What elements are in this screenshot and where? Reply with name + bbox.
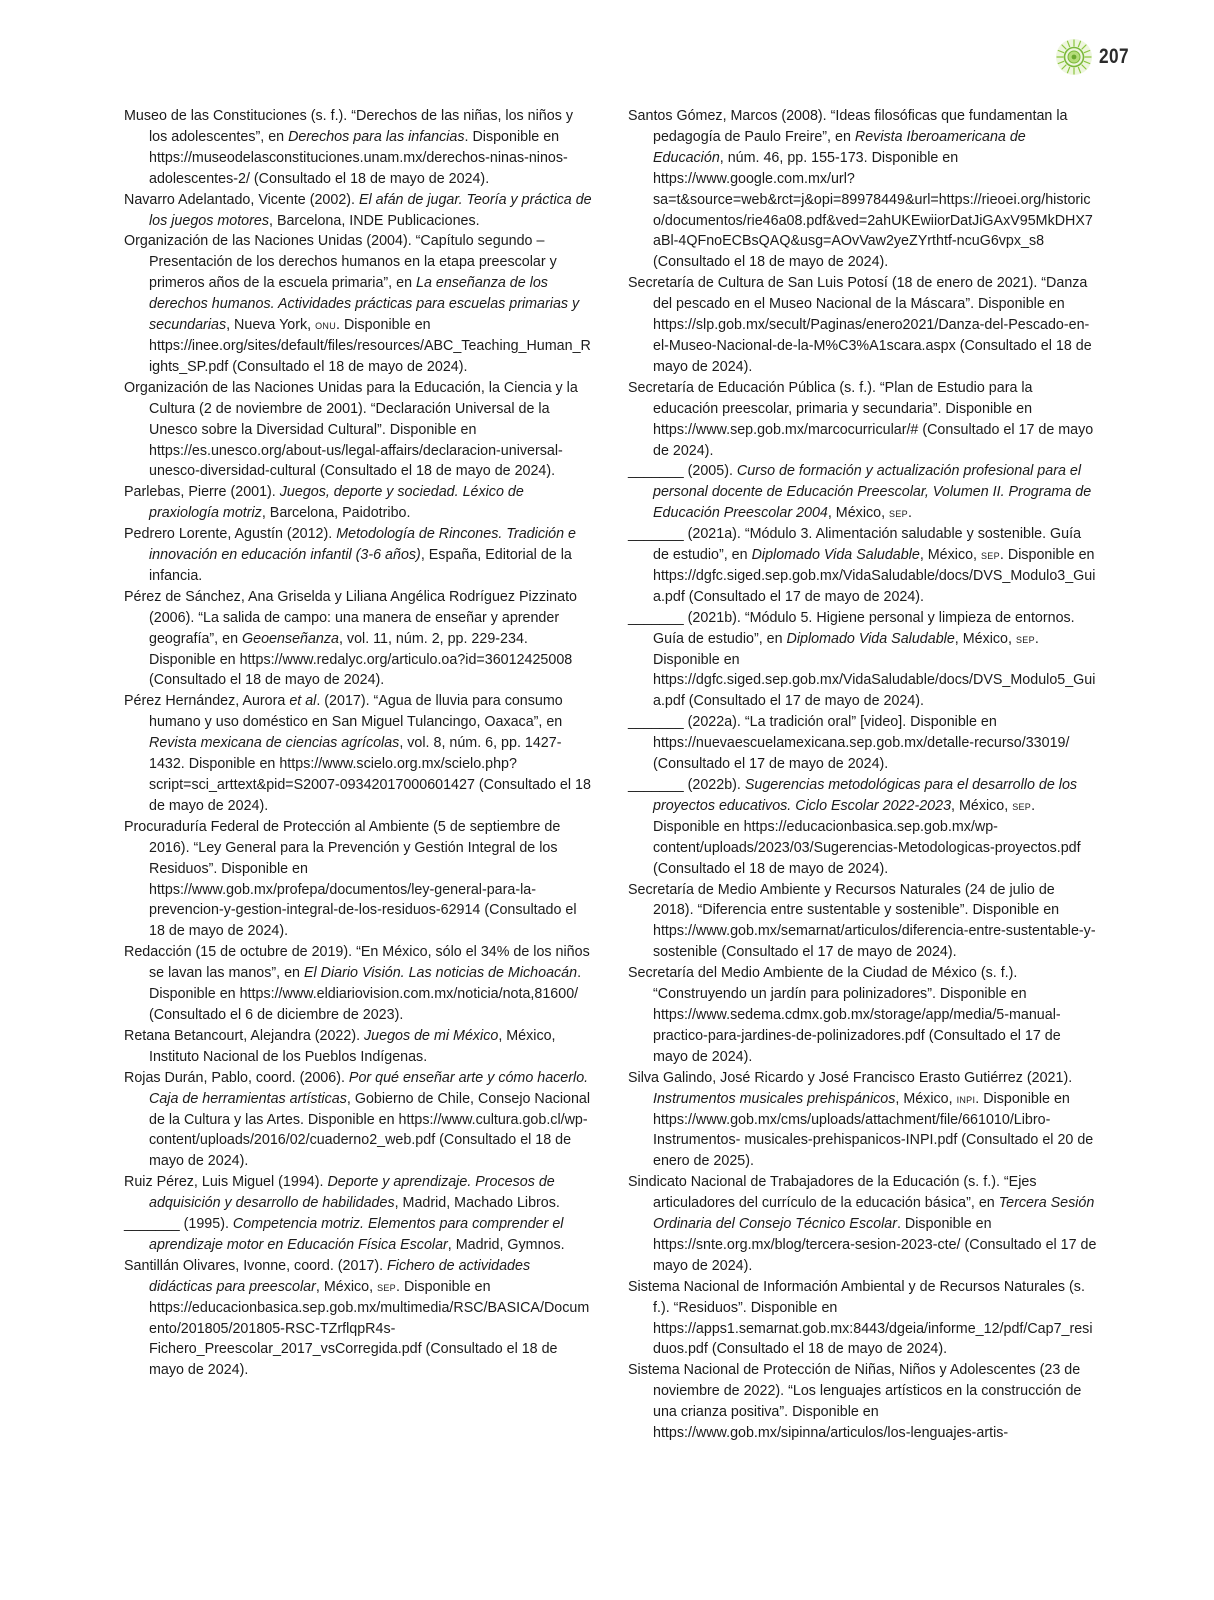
reference-title-italic: Derechos para las infancias bbox=[288, 128, 465, 145]
reference-title-italic: El Diario Visión. Las noticias de Michoacán bbox=[303, 965, 578, 982]
reference-text: Retana Betancourt, Alejandra (2022). bbox=[124, 1027, 365, 1044]
reference-acronym: sep bbox=[889, 506, 908, 521]
reference-text: , Barcelona, Paidotribo. bbox=[261, 505, 411, 522]
reference-title-italic: Curso de formación y actualización profesional para el personal docente de Educación Preescolar, Volumen II. Programa de Educación Preescolar 2004 bbox=[653, 463, 1092, 522]
reference-entry bbox=[124, 942, 594, 1026]
reference-text: _______ (2021a). “Módulo 3. Alimentación saludable y sostenible. Guía de estudio”, en bbox=[628, 526, 1082, 564]
reference-title-italic: Tercera Sesión Ordinaria del Consejo Técnico Escolar bbox=[653, 1195, 1095, 1233]
reference-text: Pedrero Lorente, Agustín (2012). bbox=[124, 526, 337, 543]
reference-text: Secretaría de Cultura de San Luis Potosí (18 de enero de 2021). “Danza del pescado en el Museo Nacional de la Máscara”. Disponible en https://slp.gob.mx/secult/Paginas/enero2021/Danza-del-Pescado-en-el-Museo-Nacional-de-la-M%C3%A1scara.aspx (Consultado el 18 de mayo de 2024). bbox=[628, 275, 1092, 375]
reference-text: , México, bbox=[315, 1278, 378, 1295]
reference-text: , México, bbox=[895, 1090, 957, 1107]
reference-text: , núm. 46, pp. 155-173. Disponible en https://www.google.com.mx/url?sa=t&source=web&rct=j&opi=89978449&url=https://rieoei.org/historico/documentos/rie46a08.pdf&ved=2ahUKEwiiorDatJiGAxV95MkDHX7aBl-4QFnoECBsQAQ&usg=AOvVaw2yeZYrthtf-ncuG6vpx_s8 (Consultado el 18 de mayo de 2024). bbox=[653, 149, 1093, 271]
reference-text: Procuraduría Federal de Protección al Ambiente (5 de septiembre de 2016). “Ley General para la Prevención y Gestión Integral de los Residuos”. Disponible en https://www.gob.mx/profepa/documentos/ley-general-para-la-prevencion-y-gestion-integral-de-los-residuos-62914 (Consultado el 18 de mayo de 2024). bbox=[124, 818, 577, 940]
reference-entry bbox=[124, 1068, 594, 1173]
sunburst-emblem-icon bbox=[1055, 38, 1093, 76]
reference-title-italic: Sugerencias metodológicas para el desarrollo de los proyectos educativos. Ciclo Escolar 2022-2023 bbox=[653, 777, 1078, 814]
reference-entry bbox=[124, 231, 594, 377]
reference-acronym: inpi bbox=[956, 1091, 976, 1106]
reference-text: . Disponible en https://museodelasconstituciones.unam.mx/derechos-ninas-ninos-adolescentes-2/ (Consultado el 18 de mayo de 2024). bbox=[149, 128, 568, 187]
reference-text: . Disponible en https://educacionbasica.sep.gob.mx/wp-content/uploads/2023/03/Sugerencias-Metodologicas-proyectos.pdf (Consultado el 18 de mayo de 2024). bbox=[653, 797, 1081, 877]
reference-text: , vol. 11, núm. 2, pp. 229-234. Disponible en https://www.redalyc.org/articulo.oa?id=36012425008 (Consultado el 18 de mayo de 2024). bbox=[149, 630, 573, 689]
page-number: 207 bbox=[1099, 45, 1130, 68]
reference-text: , Madrid, Machado Libros. bbox=[394, 1195, 560, 1212]
reference-entry bbox=[124, 482, 594, 524]
reference-title-italic: La enseñanza de los derechos humanos. Actividades prácticas para escuelas primarias y secundarias bbox=[149, 275, 580, 334]
reference-entry bbox=[628, 608, 1098, 713]
reference-text: , España, Editorial de la infancia. bbox=[149, 547, 572, 584]
reference-entry bbox=[124, 1172, 594, 1214]
reference-title-italic: Por qué enseñar arte y cómo hacerlo. Caja de herramientas artísticas bbox=[149, 1069, 589, 1107]
reference-entry bbox=[628, 963, 1098, 1068]
reference-entry bbox=[124, 587, 594, 692]
reference-title-italic: Juegos de mi México bbox=[364, 1027, 499, 1044]
reference-entry bbox=[628, 1068, 1098, 1173]
reference-acronym: sep bbox=[377, 1279, 396, 1294]
reference-title-italic: Deporte y aprendizaje. Procesos de adquisición y desarrollo de habilidades bbox=[149, 1174, 555, 1212]
reference-text: Secretaría de Medio Ambiente y Recursos Naturales (24 de julio de 2018). “Diferencia entre sustentable y sostenible”. Disponible en https://www.gob.mx/semarnat/articulos/diferencia-entre-sustentable-y-sostenible (Consultado el 17 de mayo de 2024). bbox=[628, 881, 1096, 961]
reference-text: Silva Galindo, José Ricardo y José Francisco Erasto Gutiérrez (2021). bbox=[628, 1069, 1073, 1086]
reference-text: Museo de las Constituciones (s. f.). “Derechos de las niñas, los niños y los adolescentes”, en bbox=[124, 108, 573, 145]
reference-entry bbox=[124, 691, 594, 816]
reference-text: , Gobierno de Chile, Consejo Nacional de la Cultura y las Artes. Disponible en https://www.cultura.gob.cl/wp-content/uploads/2016/02/cuaderno2_web.pdf (Consultado el 18 de mayo de 2024). bbox=[149, 1090, 591, 1170]
reference-text: Santillán Olivares, Ivonne, coord. (2017). bbox=[124, 1257, 388, 1274]
reference-entry bbox=[628, 461, 1098, 524]
reference-text: Pérez de Sánchez, Ana Griselda y Liliana Angélica Rodríguez Pizzinato (2006). “La salida de campo: una manera de enseñar y aprender geografía”, en bbox=[124, 588, 578, 647]
reference-acronym: sep bbox=[1012, 798, 1032, 813]
reference-text: , México, bbox=[827, 505, 890, 522]
reference-entry bbox=[628, 1360, 1098, 1444]
reference-text: Sistema Nacional de Protección de Niñas, Niños y Adolescentes (23 de noviembre de 2022). “Los lenguajes artísticos en la construcción de una crianza positiva”. Disponible en https://www.gob.mx/sipinna/articulos/los-lenguajes-artis- bbox=[628, 1362, 1082, 1442]
reference-acronym: onu bbox=[315, 318, 337, 333]
page-header bbox=[1055, 38, 1136, 76]
reference-text: Sistema Nacional de Información Ambiental y de Recursos Naturales (s. f.). “Residuos”. Disponible en https://apps1.semarnat.gob.mx:8443/dgeia/informe_12/pdf/Cap7_residuos.pdf (Consultado el 18 de mayo de 2024). bbox=[628, 1278, 1093, 1358]
reference-text: Organización de las Naciones Unidas para la Educación, la Ciencia y la Cultura (2 de noviembre de 2001). “Declaración Universal de la Unesco sobre la Diversidad Cultural”. Disponible en https://es.unesco.org/about-us/legal-affairs/declaracion-universal-unesco-diversidad-cultural (Consultado el 18 de mayo de 2024). bbox=[124, 379, 578, 480]
reference-entry bbox=[628, 880, 1098, 964]
reference-entry bbox=[628, 775, 1098, 880]
reference-text: . Disponible en https://dgfc.siged.sep.gob.mx/VidaSaludable/docs/DVS_Modulo5_Guia.pdf (Consultado el 17 de mayo de 2024). bbox=[653, 630, 1096, 710]
reference-text: _______ (2022a). “La tradición oral” [video]. Disponible en https://nuevaescuelamexicana.sep.gob.mx/detalle-recurso/33019/ (Consultado el 17 de mayo de 2024). bbox=[628, 714, 1070, 773]
reference-entry bbox=[628, 524, 1098, 608]
reference-entry bbox=[628, 1172, 1098, 1277]
reference-text: Rojas Durán, Pablo, coord. (2006). bbox=[124, 1069, 349, 1086]
reference-text: Secretaría del Medio Ambiente de la Ciudad de México (s. f.). “Construyendo un jardín para polinizadores”. Disponible en https://www.sedema.cdmx.gob.mx/storage/app/media/5-manual-practico-para-jardines-de-polinizadores.pdf (Consultado el 17 de mayo de 2024). bbox=[628, 965, 1061, 1065]
reference-title-italic: El afán de jugar. Teoría y práctica de los juegos motores bbox=[149, 191, 592, 229]
reference-text: Redacción (15 de octubre de 2019). “En México, sólo el 34% de los niños se lavan las manos”, en bbox=[124, 944, 590, 982]
reference-acronym: sep bbox=[981, 548, 1000, 563]
reference-entry bbox=[124, 817, 594, 942]
reference-text: . Disponible en https://dgfc.siged.sep.gob.mx/VidaSaludable/docs/DVS_Modulo3_Guia.pdf (Consultado el 17 de mayo de 2024). bbox=[653, 547, 1096, 605]
reference-text: , Barcelona, INDE Publicaciones. bbox=[269, 212, 480, 229]
reference-text: Ruiz Pérez, Luis Miguel (1994). bbox=[124, 1174, 328, 1191]
reference-title-italic: Instrumentos musicales prehispánicos bbox=[653, 1090, 896, 1107]
reference-title-italic: Metodología de Rincones. Tradición e innovación en educación infantil (3-6 años) bbox=[149, 526, 576, 564]
reference-title-italic: Juegos, deporte y sociedad. Léxico de praxiología motriz bbox=[149, 484, 524, 522]
reference-text: . Disponible en https://inee.org/sites/default/files/resources/ABC_Teaching_Human_Rights_SP.pdf (Consultado el 18 de mayo de 2024). bbox=[149, 317, 591, 375]
reference-text: _______ (2021b). “Módulo 5. Higiene personal y limpieza de entornos. Guía de estudio”, en bbox=[628, 609, 1075, 647]
reference-title-italic: et al bbox=[289, 693, 317, 710]
reference-text: Parlebas, Pierre (2001). bbox=[124, 484, 280, 501]
reference-title-italic: Diplomado Vida Saludable bbox=[786, 630, 955, 647]
reference-entry bbox=[124, 1026, 594, 1068]
bibliography-right-column bbox=[628, 106, 1098, 1444]
reference-text: , México, Instituto Nacional de los Pueblos Indígenas. bbox=[149, 1027, 556, 1065]
reference-text: Organización de las Naciones Unidas (2004). “Capítulo segundo – Presentación de los derechos humanos en la etapa preescolar y primeros años de la escuela primaria”, en bbox=[124, 233, 557, 292]
reference-text: Navarro Adelantado, Vicente (2002). bbox=[124, 191, 359, 208]
reference-entry bbox=[628, 273, 1098, 378]
reference-title-italic: Diplomado Vida Saludable bbox=[751, 547, 920, 564]
reference-text: . bbox=[907, 505, 912, 522]
reference-text: , México, bbox=[919, 547, 981, 564]
bibliography-left-column bbox=[124, 106, 594, 1381]
reference-text: _______ (2005). bbox=[628, 463, 737, 480]
reference-entry bbox=[124, 524, 594, 587]
reference-text: . Disponible en https://www.gob.mx/cms/uploads/attachment/file/661010/Libro-Instrumentos- musicales-prehispanicos-INPI.pdf (Consultado el 20 de enero de 2025). bbox=[653, 1090, 1094, 1170]
reference-text: _______ (1995). bbox=[124, 1216, 233, 1233]
reference-text: Santos Gómez, Marcos (2008). “Ideas filosóficas que fundamentan la pedagogía de Paulo Freire”, en bbox=[628, 108, 1068, 145]
reference-text: Sindicato Nacional de Trabajadores de la Educación (s. f.). “Ejes articuladores del currículo de la educación básica”, en bbox=[628, 1174, 1037, 1212]
reference-text: Pérez Hernández, Aurora bbox=[124, 693, 290, 710]
reference-text: . Disponible en https://educacionbasica.sep.gob.mx/multimedia/RSC/BASICA/Documento/201805/201805-RSC-TZrflqpR4s-Fichero_Preescolar_2017_vsCorregida.pdf (Consultado el 18 de mayo de 2024). bbox=[149, 1278, 590, 1379]
reference-title-italic: Revista mexicana de ciencias agrícolas bbox=[149, 735, 400, 752]
reference-entry bbox=[124, 378, 594, 483]
reference-text: , Nueva York, bbox=[226, 317, 316, 334]
reference-text: , México, bbox=[951, 797, 1013, 814]
reference-title-italic: Revista Iberoamericana de Educación bbox=[653, 128, 1026, 166]
reference-title-italic: Geoenseñanza bbox=[242, 630, 339, 647]
reference-text: _______ (2022b). bbox=[628, 777, 745, 793]
reference-text: Secretaría de Educación Pública (s. f.). “Plan de Estudio para la educación preescolar, primaria y secundaria”. Disponible en https://www.sep.gob.mx/marcocurricular/# (Consultado el 17 de mayo de 2024). bbox=[628, 379, 1094, 459]
reference-title-italic: Fichero de actividades didácticas para preescolar bbox=[149, 1257, 531, 1295]
reference-entry bbox=[124, 106, 594, 190]
reference-entry bbox=[628, 712, 1098, 775]
reference-text: . Disponible en https://www.eldiariovision.com.mx/noticia/nota,81600/ (Consultado el 6 de diciembre de 2023). bbox=[149, 965, 582, 1023]
reference-text: . Disponible en https://snte.org.mx/blog/tercera-sesion-2023-cte/ (Consultado el 17 de mayo de 2024). bbox=[653, 1216, 1097, 1274]
reference-text: . (2017). “Agua de lluvia para consumo humano y uso doméstico en San Miguel Tulancingo, Oaxaca”, en bbox=[149, 693, 563, 731]
reference-entry bbox=[124, 1256, 594, 1381]
reference-entry bbox=[124, 190, 594, 232]
reference-text: , México, bbox=[954, 630, 1016, 647]
reference-entry bbox=[628, 106, 1098, 273]
reference-entry bbox=[628, 378, 1098, 462]
reference-text: , Madrid, Gymnos. bbox=[447, 1236, 565, 1253]
reference-acronym: sep bbox=[1015, 631, 1035, 646]
reference-text: , vol. 8, núm. 6, pp. 1427-1432. Disponible en https://www.scielo.org.mx/scielo.php?script=sci_arttext&pid=S2007-09342017000601427 (Consultado el 18 de mayo de 2024). bbox=[149, 735, 591, 814]
reference-entry bbox=[124, 1214, 594, 1256]
reference-entry bbox=[628, 1277, 1098, 1361]
reference-title-italic: Competencia motriz. Elementos para comprender el aprendizaje motor en Educación Física Escolar bbox=[149, 1216, 564, 1253]
